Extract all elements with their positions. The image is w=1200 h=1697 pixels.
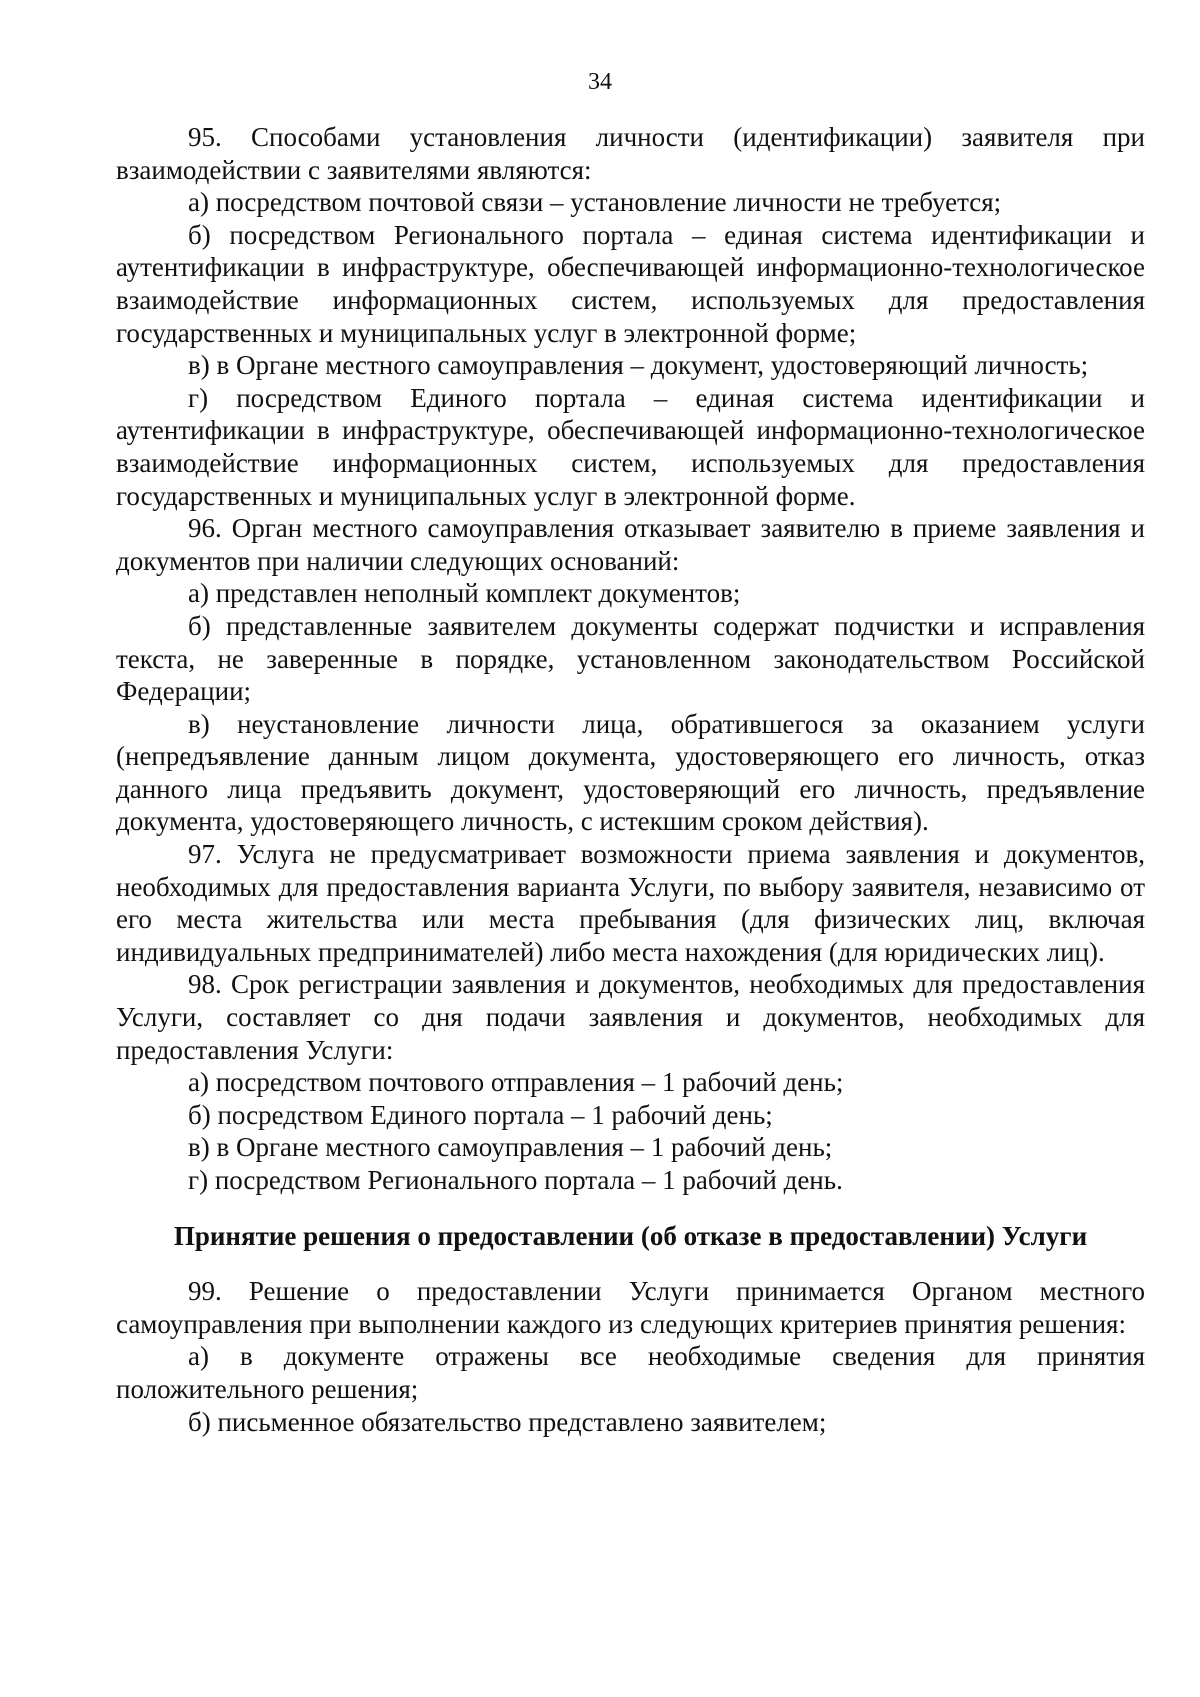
paragraph-96: 96. Орган местного самоуправления отказывает заявителю в приеме заявления и документов при наличии следующих оснований: xyxy=(116,513,1145,576)
paragraph-97: 97. Услуга не предусматривает возможности приема заявления и документов, необходимых для предоставления варианта Услуги, по выбору заявителя, независимо от его места жительства или места пребывания (для физических лиц, включая индивидуальных предпринимателей) либо места нахождения (для юридических лиц). xyxy=(116,839,1145,967)
paragraph-96-v: в) неустановление личности лица, обратившегося за оказанием услуги (непредъявление данным лицом документа, удостоверяющего его личность, отказ данного лица предъявить документ, удостоверяющий его личность, предъявление документа, удостоверяющего личность, с истекшим сроком действия). xyxy=(116,708,1145,837)
page-number: 34 xyxy=(588,69,612,95)
paragraph-99: 99. Решение о предоставлении Услуги принимается Органом местного самоуправления при выполнении каждого из следующих критериев принятия решения: xyxy=(116,1276,1145,1339)
paragraph-98-g: г) посредством Регионального портала – 1 рабочий день. xyxy=(188,1165,843,1195)
paragraph-95-g: г) посредством Единого портала – единая система идентификации и аутентификации в инфраструктуре, обеспечивающей информационно-технологическое взаимодействие информационных систем, используемых для предоставления государственных и муниципальных услуг в электронной форме. xyxy=(116,382,1145,511)
document-body xyxy=(116,121,1145,1438)
paragraph-95-v: в) в Органе местного самоуправления – документ, удостоверяющий личность; xyxy=(188,350,1089,381)
paragraph-96-b: б) представленные заявителем документы содержат подчистки и исправления текста, не заверенные в порядке, установленном законодательством Российской Федерации; xyxy=(116,610,1145,707)
paragraph-95: 95. Способами установления личности (идентификации) заявителя при взаимодействии с заявителями являются: xyxy=(116,122,1145,185)
paragraph-96-a: а) представлен неполный комплект документов; xyxy=(188,578,741,609)
paragraph-98-v: в) в Органе местного самоуправления – 1 рабочий день; xyxy=(188,1132,833,1163)
paragraph-99-b: б) письменное обязательство представлено заявителем; xyxy=(188,1406,827,1437)
section-heading: Принятие решения о предоставлении (об отказе в предоставлении) Услуги xyxy=(173,1220,1088,1251)
paragraph-98-b: б) посредством Единого портала – 1 рабочий день; xyxy=(188,1099,773,1130)
paragraph-99-a: а) в документе отражены все необходимые сведения для принятия положительного решения; xyxy=(116,1341,1145,1404)
paragraph-98-a: а) посредством почтового отправления – 1 рабочий день; xyxy=(188,1067,844,1098)
paragraph-95-b: б) посредством Регионального портала – единая система идентификации и аутентификации в инфраструктуре, обеспечивающей информационно-технологическое взаимодействие информационных систем, используемых для предоставления государственных и муниципальных услуг в электронной форме; xyxy=(116,219,1145,348)
paragraph-95-a: а) посредством почтовой связи – установление личности не требуется; xyxy=(188,187,1002,218)
paragraph-98: 98. Срок регистрации заявления и документов, необходимых для предоставления Услуги, составляет со дня подачи заявления и документов, необходимых для предоставления Услуги: xyxy=(116,969,1145,1065)
